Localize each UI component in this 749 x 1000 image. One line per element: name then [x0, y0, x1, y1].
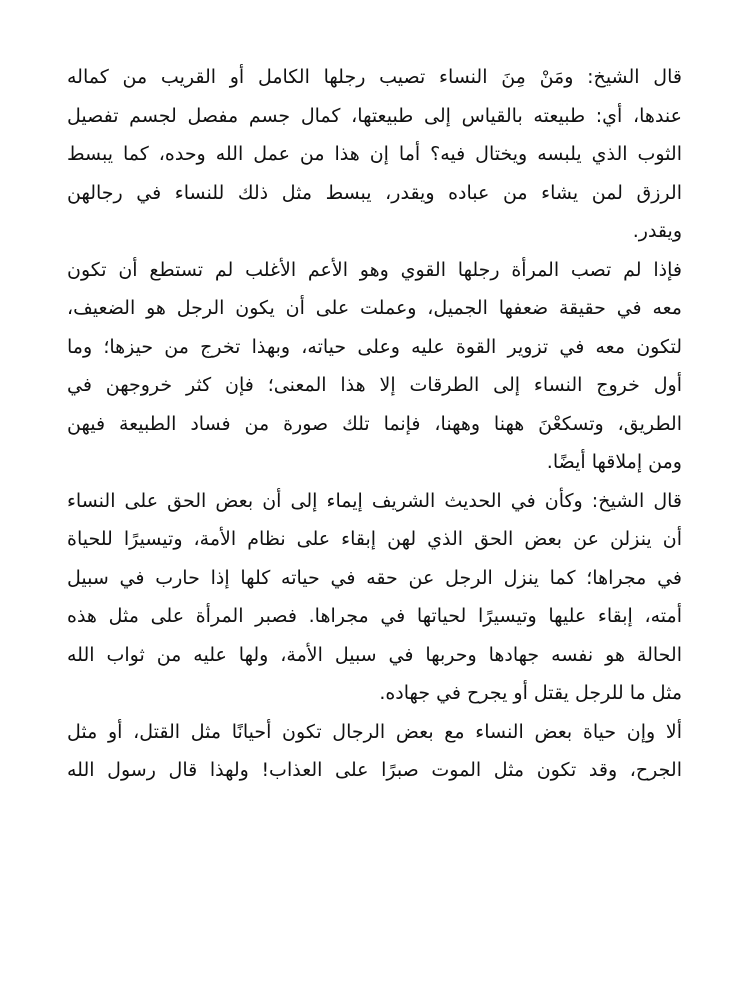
text-line: أن ينزلن عن بعض الحق الذي لهن إبقاء على نظام الأمة، وتيسيرًا للحياة [67, 528, 682, 550]
text-line: الرزق لمن يشاء من عباده ويقدر، يبسط مثل ذلك للنساء في رجالهن [67, 181, 682, 204]
text-line: ألا وإن حياة بعض النساء مع بعض الرجال تكون أحيانًا مثل القتل، أو مثل [67, 720, 682, 743]
text-line: ويقدر. [632, 220, 682, 242]
text-line: ومن إملاقها أيضًا. [546, 451, 682, 473]
paragraph-1 [67, 58, 682, 251]
text-line: عندها، أي: طبيعته بالقياس إلى طبيعتها، كمال جسم مفصل لجسم تفصيل [67, 104, 682, 127]
text-line: الطريق، وتسكعْنَ ههنا وههنا، فإنما تلك صورة من فساد الطبيعة فيهن [67, 412, 682, 435]
text-line: فإذا لم تصب المرأة رجلها القوي وهو الأعم الأغلب لم تستطع أن تكون [67, 258, 682, 281]
paragraph-3 [67, 482, 682, 713]
text-line: قال الشيخ: وكأن في الحديث الشريف إيماء إلى أن بعض الحق على النساء [67, 489, 682, 512]
text-line: لتكون معه في تزوير القوة عليه وعلى حياته، وبهذا تخرج من حيزها؛ وما [67, 335, 682, 358]
text-line: في مجراها؛ كما ينزل الرجل عن حقه في حياته كلها إذا حارب في سبيل [67, 566, 682, 589]
text-line: قال الشيخ: ومَنْ مِنَ النساء تصيب رجلها الكامل أو القريب من كماله [67, 66, 682, 88]
text-line: أمته، إبقاء عليها وتيسيرًا لحياتها في مجراها. فصبر المرأة على مثل هذه [67, 605, 682, 627]
text-body [67, 58, 682, 790]
text-line: مثل ما للرجل يقتل أو يجرح في جهاده. [379, 682, 682, 704]
paragraph-2 [67, 251, 682, 482]
text-line: الحالة هو نفسه جهادها وحربها في سبيل الأمة، ولها عليه من ثواب الله [67, 643, 682, 666]
text-line: أول خروج النساء إلى الطرقات إلا هذا المعنى؛ فإن كثر خروجهن في [67, 374, 682, 396]
text-line: معه في حقيقة ضعفها الجميل، وعملت على أن يكون الرجل هو الضعيف، [67, 297, 682, 319]
text-line: الجرح، وقد تكون مثل الموت صبرًا على العذاب! ولهذا قال رسول الله [67, 759, 682, 781]
text-line: الثوب الذي يلبسه ويختال فيه؟ أما إن هذا من عمل الله وحده، كما يبسط [67, 143, 682, 165]
paragraph-4 [67, 713, 682, 790]
